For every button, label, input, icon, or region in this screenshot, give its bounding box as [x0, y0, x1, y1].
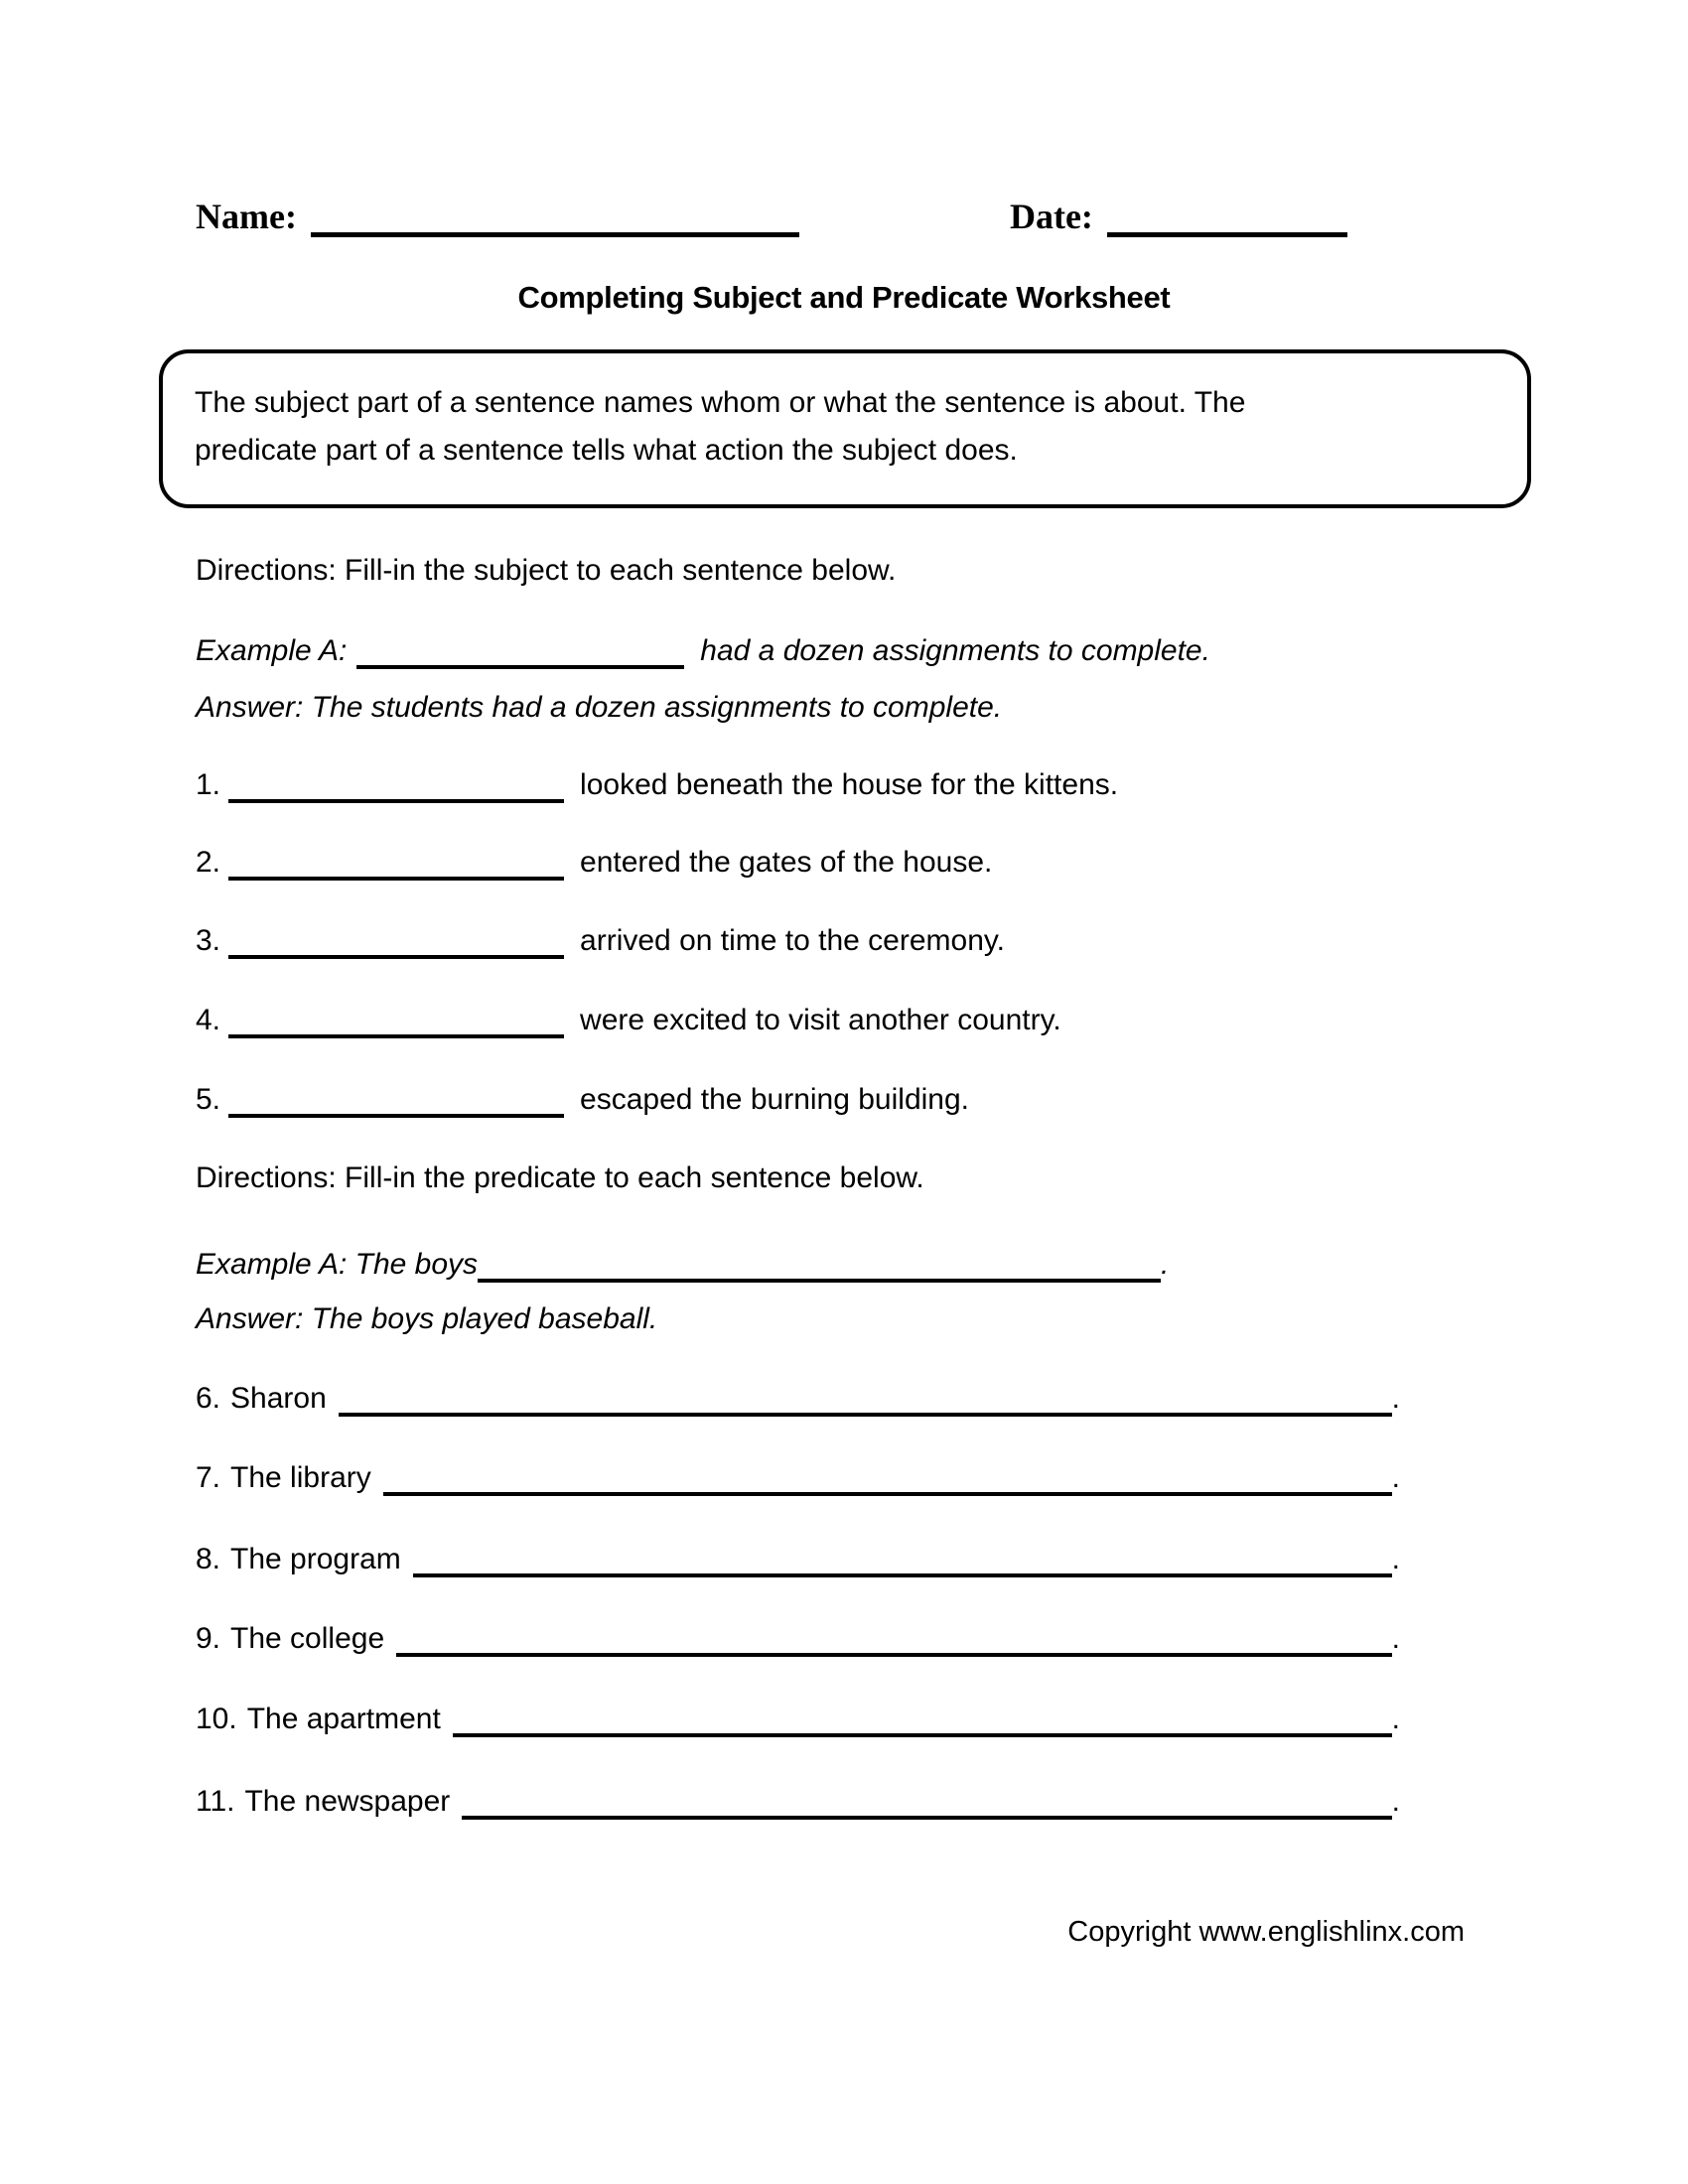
directions-predicate-text: Directions: Fill-in the predicate to each sentence below. [196, 1161, 924, 1194]
item-period: . [1391, 1382, 1400, 1415]
example-subject-row [196, 632, 1210, 670]
copyright-text: Copyright www.englishlinx.com [1067, 1916, 1465, 1948]
item-number: 10. [196, 1703, 237, 1735]
name-label: Name: [196, 197, 297, 236]
answer-subject [196, 689, 1002, 727]
page-title: Completing Subject and Predicate Worksheet [517, 280, 1171, 315]
item-number: 1. [196, 768, 221, 801]
item-number: 5. [196, 1083, 221, 1116]
item-subject: The library [230, 1461, 371, 1494]
item-period: . [1391, 1622, 1400, 1655]
item-text: arrived on time to the ceremony. [580, 924, 1005, 957]
answer-blank[interactable] [339, 1413, 1392, 1417]
fill-predicate-row-10 [196, 1701, 1400, 1738]
item-text: looked beneath the house for the kittens. [580, 768, 1119, 801]
answer-blank[interactable] [228, 1034, 564, 1038]
fill-subject-row-5 [196, 1081, 969, 1119]
item-period: . [1391, 1461, 1400, 1494]
fill-subject-row-2 [196, 844, 992, 882]
fill-predicate-row-7 [196, 1459, 1400, 1497]
answer-blank[interactable] [462, 1816, 1391, 1820]
name-blank[interactable] [311, 232, 799, 237]
fill-predicate-row-9 [196, 1620, 1400, 1658]
item-period: . [1391, 1543, 1400, 1575]
directions-subject-text: Directions: Fill-in the subject to each sentence below. [196, 554, 897, 587]
answer-blank[interactable] [396, 1653, 1392, 1657]
answer-blank[interactable] [228, 799, 564, 803]
directions-subject [196, 552, 896, 590]
header [196, 195, 1489, 239]
answer-blank[interactable] [383, 1492, 1392, 1496]
fill-predicate-row-6 [196, 1380, 1400, 1418]
item-period: . [1391, 1785, 1400, 1818]
answer-blank[interactable] [453, 1733, 1392, 1737]
item-number: 9. [196, 1622, 221, 1655]
item-text: escaped the burning building. [580, 1083, 969, 1116]
item-subject: Sharon [230, 1382, 327, 1415]
item-subject: The college [230, 1622, 385, 1655]
answer-blank[interactable] [413, 1573, 1392, 1577]
info-box-line2: predicate part of a sentence tells what action the subject does. [195, 434, 1018, 467]
example-subject-label: Example A: [196, 634, 348, 667]
answer-blank[interactable] [228, 877, 564, 881]
date-blank[interactable] [1107, 232, 1347, 237]
fill-subject-row-1 [196, 766, 1118, 804]
item-number: 3. [196, 924, 221, 957]
fill-subject-row-4 [196, 1002, 1061, 1039]
item-number: 11. [196, 1785, 235, 1818]
item-number: 2. [196, 846, 221, 879]
example-predicate-blank[interactable] [478, 1279, 1161, 1283]
item-text: were excited to visit another country. [580, 1004, 1061, 1036]
item-subject: The newspaper [244, 1785, 451, 1818]
answer-predicate [196, 1300, 657, 1338]
item-number: 8. [196, 1543, 221, 1575]
fill-predicate-row-8 [196, 1541, 1400, 1578]
example-predicate-row [196, 1246, 1169, 1284]
fill-subject-row-3 [196, 922, 1005, 960]
info-box [159, 349, 1531, 508]
item-number: 4. [196, 1004, 221, 1036]
example-subject-blank[interactable] [356, 665, 684, 669]
answer-subject-text: Answer: The students had a dozen assignments to complete. [196, 691, 1003, 724]
info-box-line1: The subject part of a sentence names whom or what the sentence is about. The [195, 386, 1246, 419]
item-number: 7. [196, 1461, 221, 1494]
directions-predicate [196, 1160, 924, 1197]
item-number: 6. [196, 1382, 221, 1415]
item-period: . [1391, 1703, 1400, 1735]
answer-predicate-text: Answer: The boys played baseball. [196, 1302, 658, 1335]
example-predicate-label: Example A: The boys [196, 1248, 479, 1281]
date-label: Date: [1009, 197, 1093, 236]
answer-blank[interactable] [228, 955, 564, 959]
item-subject: The program [230, 1543, 401, 1575]
answer-blank[interactable] [228, 1114, 564, 1118]
item-text: entered the gates of the house. [580, 846, 993, 879]
example-subject-text: had a dozen assignments to complete. [700, 634, 1210, 667]
item-subject: The apartment [246, 1703, 441, 1735]
example-predicate-period: . [1161, 1248, 1170, 1281]
fill-predicate-row-11 [196, 1783, 1400, 1821]
